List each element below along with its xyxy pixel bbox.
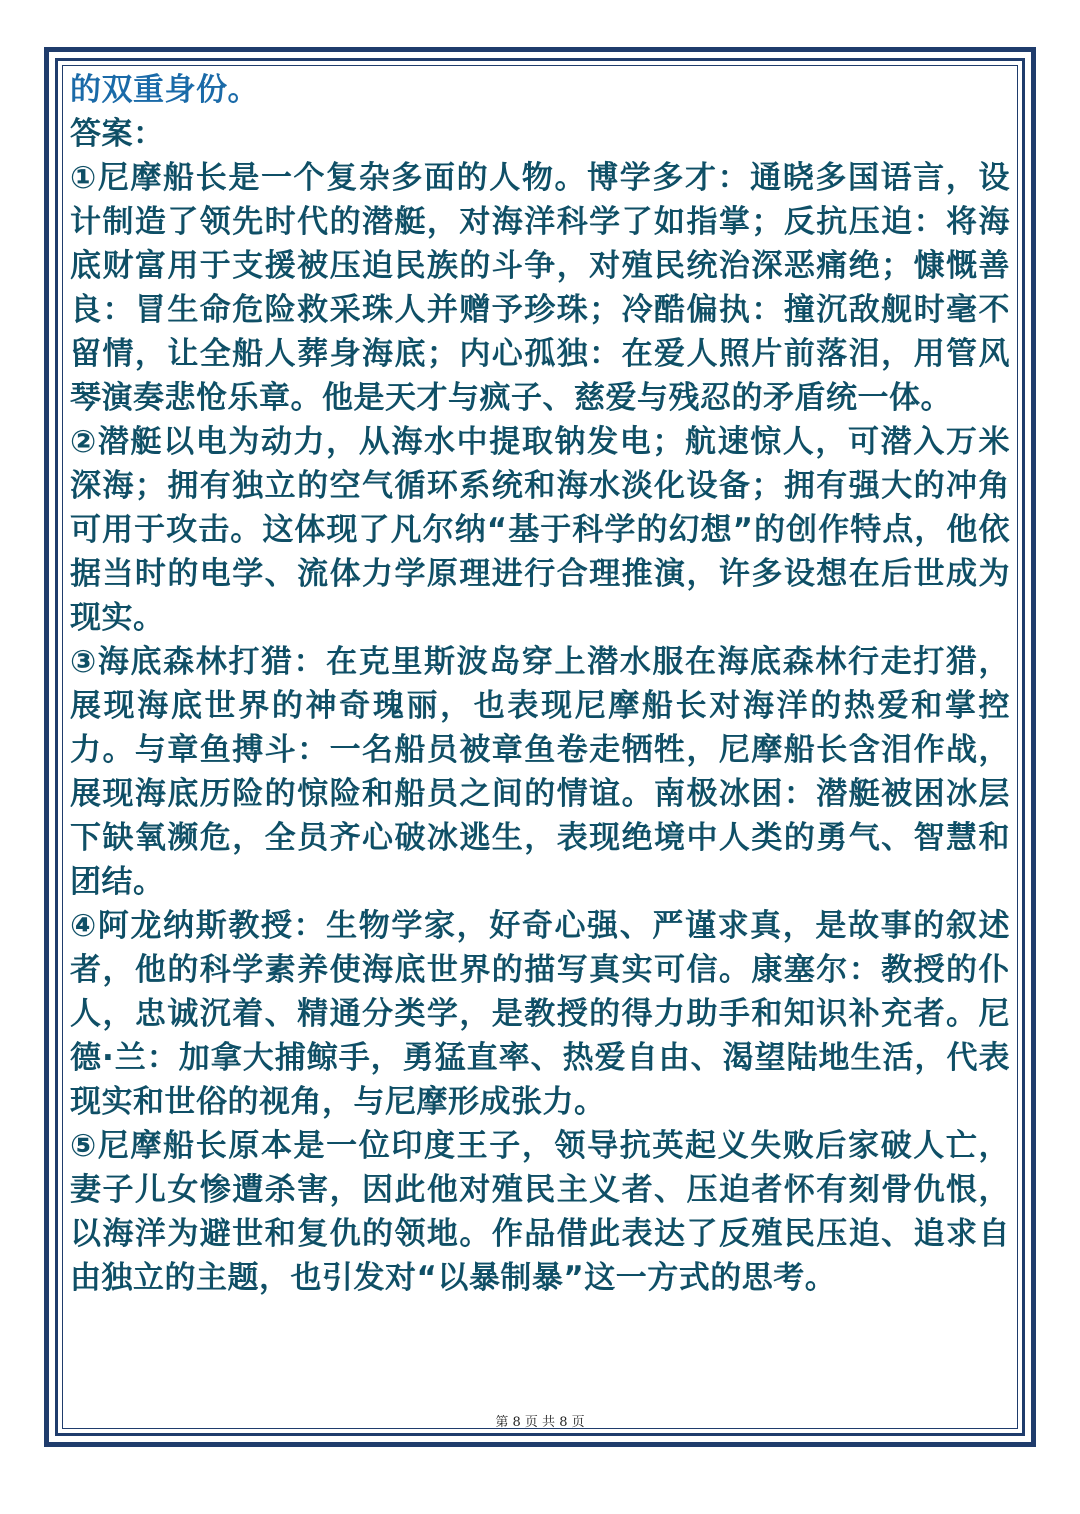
answer-paragraph-1: ①尼摩船长是一个复杂多面的人物。博学多才：通晓多国语言，设计制造了领先时代的潜艇，对海洋科学了如指掌；反抗压迫：将海底财富用于支援被压迫民族的斗争，对殖民统治深恶痛绝；慷慨善良：冒生命危险救采珠人并赠予珍珠；冷酷偏执：撞沉敌舰时毫不留情，让全船人葬身海底；内心孤独：在爱人照片前落泪，用管风琴演奏悲怆乐章。他是天才与疯子、慈爱与残忍的矛盾统一体。 bbox=[70, 160, 1010, 416]
answer-paragraph-2: ②潜艇以电为动力，从海水中提取钠发电；航速惊人，可潜入万米深海；拥有独立的空气循环系统和海水淡化设备；拥有强大的冲角可用于攻击。这体现了凡尔纳“基于科学的幻想”的创作特点，他依据当时的电学、流体力学原理进行合理推演，许多设想在后世成为现实。 bbox=[70, 424, 1010, 636]
answer-paragraph-3: ③海底森林打猎：在克里斯波岛穿上潜水服在海底森林行走打猎，展现海底世界的神奇瑰丽，也表现尼摩船长对海洋的热爱和掌控力。与章鱼搏斗：一名船员被章鱼卷走牺牲，尼摩船长含泪作战，展现海底历险的惊险和船员之间的情谊。南极冰困：潜艇被困冰层下缺氧濒危，全员齐心破冰逃生，表现绝境中人类的勇气、智慧和团结。 bbox=[70, 644, 1010, 900]
page-number-footer: 第 8 页 共 8 页 bbox=[495, 1415, 585, 1430]
intro-fragment: 的双重身份。 bbox=[70, 72, 259, 108]
answer-paragraph-4: ④阿龙纳斯教授：生物学家，好奇心强、严谨求真，是故事的叙述者，他的科学素养使海底世界的描写真实可信。康塞尔：教授的仆人，忠诚沉着、精通分类学，是教授的得力助手和知识补充者。尼德·兰：加拿大捕鲸手，勇猛直率、热爱自由、渴望陆地生活，代表现实和世俗的视角，与尼摩形成张力。 bbox=[70, 908, 1010, 1120]
answer-label: 答案： bbox=[70, 116, 165, 152]
answer-paragraph-5: ⑤尼摩船长原本是一位印度王子，领导抗英起义失败后家破人亡，妻子儿女惨遭杀害，因此他对殖民主义者、压迫者怀有刻骨仇恨，以海洋为避世和复仇的领地。作品借此表达了反殖民压迫、追求自由独立的主题，也引发对“以暴制暴”这一方式的思考。 bbox=[70, 1128, 1010, 1296]
document-body bbox=[70, 68, 1010, 1300]
